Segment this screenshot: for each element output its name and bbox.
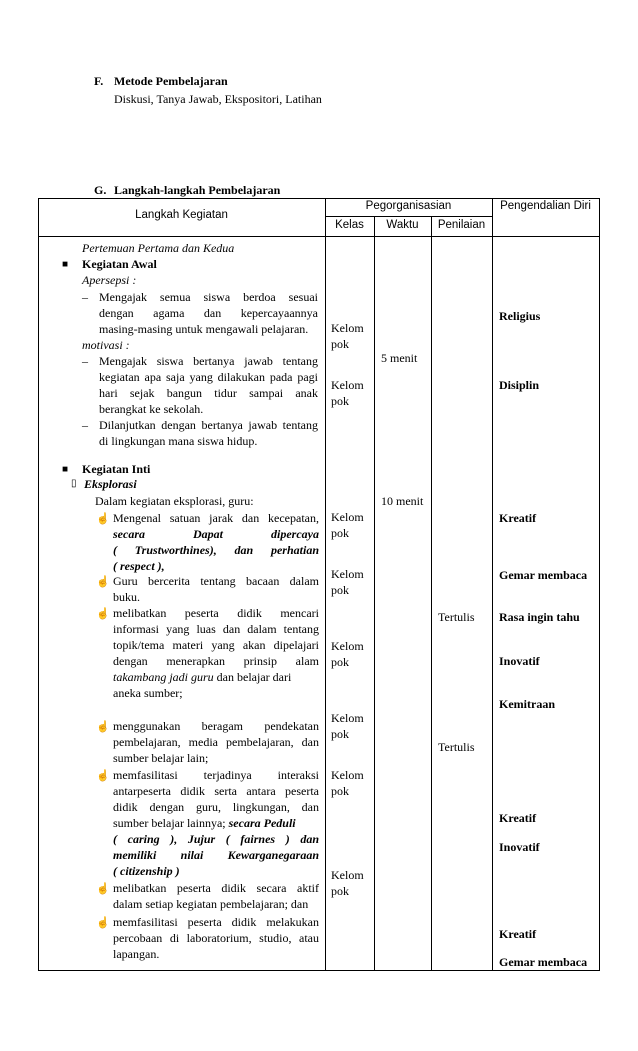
header-penilaian: Penilaian [437, 219, 486, 231]
square-bullet-icon: ■ [62, 259, 69, 270]
motivasi-label: motivasi : [82, 338, 130, 352]
penilaian-tertulis: Tertulis [438, 740, 475, 754]
kegiatan-awal-title: Kegiatan Awal [82, 257, 157, 271]
apersepsi-label: Apersepsi : [82, 273, 137, 287]
penilaian-tertulis: Tertulis [438, 610, 475, 624]
eksplorasi-label: Eksplorasi [84, 477, 137, 491]
pointing-hand-icon: ☝ [96, 608, 110, 620]
section-f-body: Diskusi, Tanya Jawab, Ekspositori, Latihan [114, 92, 322, 106]
header-pegorganisasian: Pegorganisasian [365, 200, 452, 212]
pointing-hand-icon: ☝ [96, 513, 110, 525]
section-f-label: F. [94, 74, 104, 88]
square-bullet-icon: ■ [62, 464, 69, 475]
eksplorasi-intro: Dalam kegiatan eksplorasi, guru: [95, 494, 254, 508]
dash-bullet-icon: – [82, 418, 88, 432]
dash-bullet-icon: – [82, 354, 88, 368]
pointing-hand-icon: ☝ [96, 883, 110, 895]
pointing-hand-icon: ☝ [96, 721, 110, 733]
dash-bullet-icon: – [82, 290, 88, 304]
header-kelas: Kelas [335, 219, 364, 231]
waktu-awal: 5 menit [381, 351, 418, 365]
header-pengendalian-diri: Pengendalian Diri [500, 200, 591, 212]
pointing-hand-icon: ☝ [96, 576, 110, 588]
header-waktu: Waktu [386, 219, 419, 231]
section-g-label: G. [94, 183, 107, 197]
pointing-hand-icon: ☝ [96, 917, 110, 929]
section-g-title: Langkah-langkah Pembelajaran [114, 183, 281, 197]
pertemuan-label: Pertemuan Pertama dan Kedua [82, 241, 235, 255]
arrow-bullet-icon: ▯ [71, 478, 77, 489]
section-f-title: Metode Pembelajaran [114, 74, 228, 88]
kegiatan-inti-title: Kegiatan Inti [82, 462, 151, 476]
header-langkah-kegiatan: Langkah Kegiatan [135, 209, 228, 221]
pointing-hand-icon: ☝ [96, 770, 110, 782]
waktu-inti: 10 menit [381, 494, 424, 508]
